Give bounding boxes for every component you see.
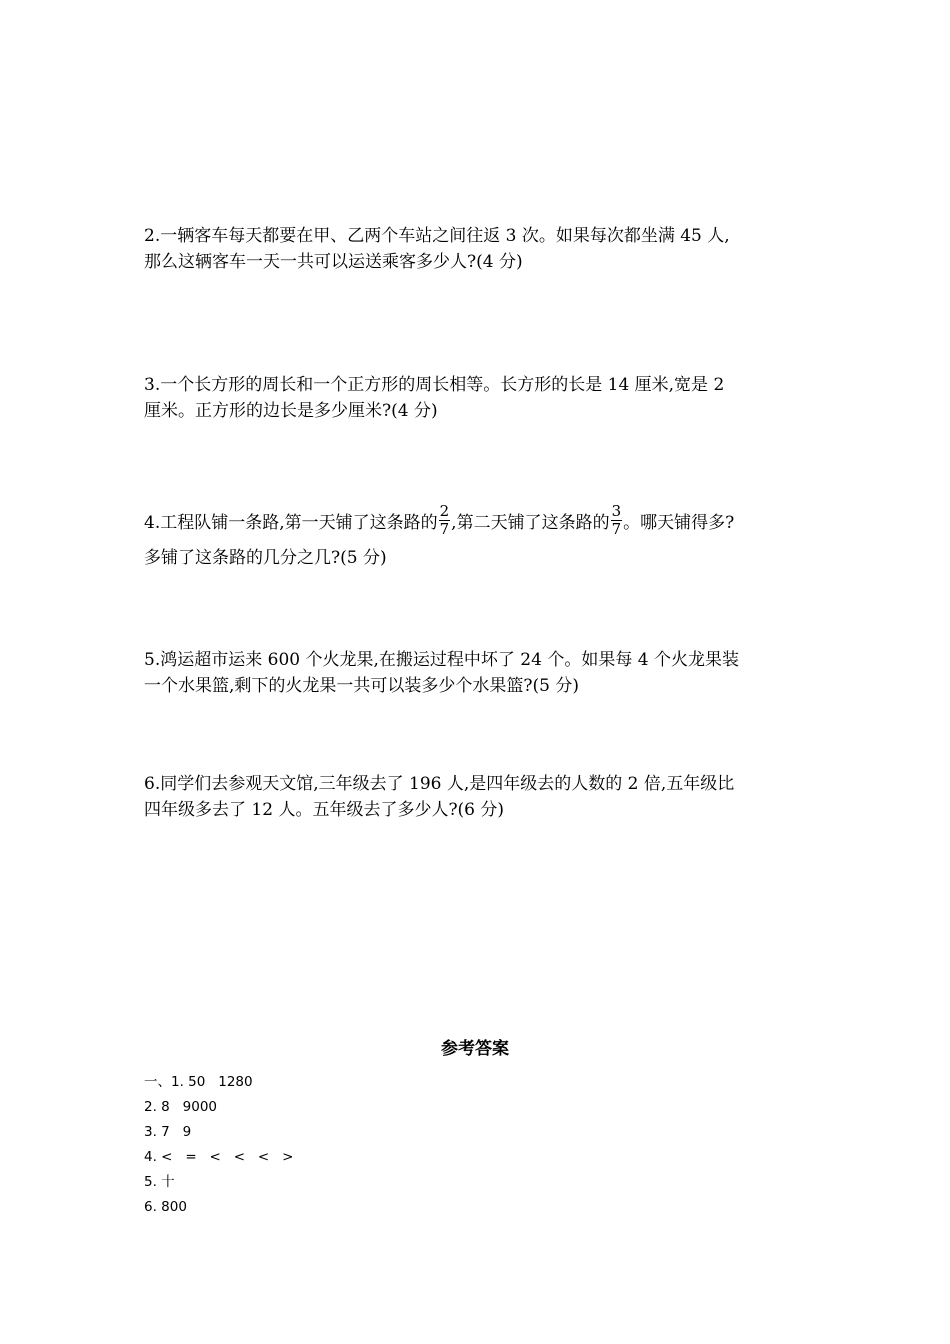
question-4 bbox=[144, 502, 814, 571]
answer-row: 2. 8 9000 bbox=[144, 1099, 217, 1115]
question-6-line-2: 四年级多去了 12 人。五年级去了多少人?(6 分) bbox=[144, 800, 505, 820]
question-4-line-1 bbox=[144, 502, 814, 541]
question-2-line-1: 2.一辆客车每天都要在甲、乙两个车站之间往返 3 次。如果每次都坐满 45 人, bbox=[144, 226, 730, 246]
question-3-line-1: 3.一个长方形的周长和一个正方形的周长相等。长方形的长是 14 厘米,宽是 2 bbox=[144, 375, 725, 395]
fraction-1-denominator: 7 bbox=[439, 520, 450, 538]
question-2-line-2: 那么这辆客车一天一共可以运送乘客多少人?(4 分) bbox=[144, 252, 523, 272]
fraction-2-numerator: 3 bbox=[611, 502, 622, 520]
fraction-1-numerator: 2 bbox=[439, 502, 450, 520]
question-4-line-2: 多铺了这条路的几分之几?(5 分) bbox=[144, 548, 387, 568]
question-3-line-2: 厘米。正方形的边长是多少厘米?(4 分) bbox=[144, 401, 438, 421]
question-6-line-1: 6.同学们去参观天文馆,三年级去了 196 人,是四年级去的人数的 2 倍,五年级比 bbox=[144, 774, 735, 794]
fraction-three-sevenths bbox=[611, 503, 623, 538]
answer-key-list bbox=[144, 1070, 293, 1220]
answer-row: 6. 800 bbox=[144, 1199, 187, 1215]
answer-row: 一、1. 50 1280 bbox=[144, 1074, 253, 1090]
answer-key-title: 参考答案 bbox=[441, 1039, 509, 1059]
question-3 bbox=[144, 372, 814, 424]
fraction-two-sevenths bbox=[439, 503, 451, 538]
answer-row: 5. 十 bbox=[144, 1174, 175, 1190]
question-6 bbox=[144, 771, 814, 823]
answer-row: 4. < = < < < > bbox=[144, 1149, 294, 1165]
fraction-2-denominator: 7 bbox=[611, 520, 622, 538]
question-2 bbox=[144, 223, 814, 275]
question-4-text-part-3: 。哪天铺得多? bbox=[623, 513, 735, 533]
question-5 bbox=[144, 647, 814, 699]
question-4-text-part-1: 4.工程队铺一条路,第一天铺了这条路的 bbox=[144, 513, 438, 533]
answer-row: 3. 7 9 bbox=[144, 1124, 192, 1140]
question-5-line-2: 一个水果篮,剩下的火龙果一共可以装多少个水果篮?(5 分) bbox=[144, 676, 580, 696]
question-4-text-part-2: ,第二天铺了这条路的 bbox=[451, 513, 610, 533]
question-5-line-1: 5.鸿运超市运来 600 个火龙果,在搬运过程中坏了 24 个。如果每 4 个火龙果装 bbox=[144, 650, 739, 670]
